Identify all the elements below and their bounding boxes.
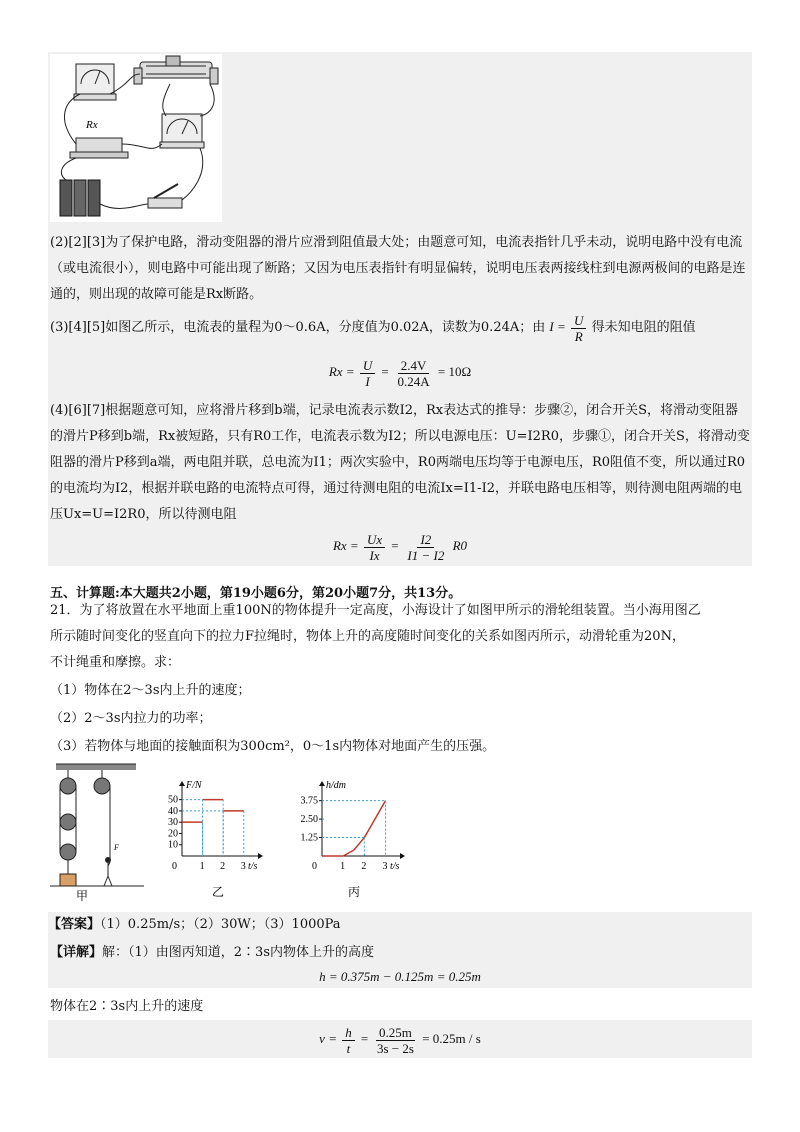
y-tick-label: 50: [168, 794, 178, 806]
y-axis-label: h/dm: [326, 780, 346, 791]
x-tick-label: 3: [240, 861, 246, 872]
y-tick-label: 1.25: [300, 832, 318, 844]
fig-bing-label: 丙: [348, 885, 361, 899]
rx-equation: Rx = $\frac{U}{I}$ = $\frac{2.4V}{0.24A}$ = 10Ω: [328, 357, 472, 389]
y-tick-label: 20: [168, 828, 178, 840]
q21-sub3: （3）若物体与地面的接触面积为300cm²，0～1s内物体对地面产生的压强。: [50, 739, 496, 754]
part2-paragraph: (2)[2][3]为了保护电路，滑动变阻器的滑片应滑到阻值最大处；由题意可知，电流表指针几乎未动，说明电路中没有电流（或电流很小），则电路中可能出现了断路；又因为电压表指针有明显偏转，说明电压表两接线柱到电源两极间的电路是连通的，则出现的故障可能是Rx断路。: [50, 235, 746, 302]
answer-text: （1）0.25m/s；（2）30W；（3）1000Pa: [100, 917, 341, 932]
height-time-chart: [290, 772, 410, 902]
detail-block: [48, 940, 752, 988]
part4-paragraph: (4)[6][7]根据题意可知，应将滑片移到b端，记录电流表示数I2，Rx表达式的推导：步骤②，闭合开关S，将滑动变阻器的滑片P移到b端，Rx被短路，只有R0工作，电流表示数为I2；所以电源电压：U=I2R0，步骤①，闭合开关S，将滑动变阻器的滑片P移到a端，两电阻并联，总电流为I1；两次实验中，R0两端电压均等于电源电压，R0阻值不变，所以通过R0的电流均为I2，根据并联电路的电流特点可得，通过待测电阻的电流Ix=I1-I2，并联电路电压相等，则待测电阻两端的电压Ux=U=I2R0，所以待测电阻: [50, 403, 750, 522]
y-tick-label: 40: [168, 805, 178, 817]
part3-paragraph: [50, 312, 750, 344]
force-time-chart: [160, 772, 270, 902]
q21-line2: 所示随时间变化的竖直向下的拉力F拉绳时，物体上升的高度随时间变化的关系如图丙所示，动滑轮重为20N，: [50, 629, 685, 644]
height-curve: [322, 801, 386, 856]
x-axis-label: t/s: [248, 861, 258, 872]
q21-sub1: （1）物体在2～3s内上升的速度；: [50, 683, 251, 698]
detail-text: 解：（1）由图丙知道，2∶3s内物体上升的高度: [102, 945, 375, 960]
q21-line1: 21．为了将放置在水平地面上重100N的物体提升一定高度，小海设计了如图甲所示的滑轮组装置。当小海用图乙: [50, 603, 701, 618]
x-tick-label: 3: [382, 861, 388, 872]
y-axis-label: F/N: [186, 780, 202, 791]
part3-text-a: (3)[4][5]如图乙所示，电流表的量程为0～0.6A，分度值为0.02A，读数为0.24A；由: [50, 320, 546, 335]
x-tick-label: 1: [199, 861, 205, 872]
rx-derived-equation: Rx = $\frac{Ux}{Ix}$ = $\frac{I2}{I1 - I2}$ R0: [332, 531, 468, 563]
rx-label: Rx: [86, 119, 98, 131]
part3-text-b: 得未知电阻的阻值: [591, 320, 696, 335]
y-tick-label: 30: [168, 817, 178, 829]
x-tick-label: 0: [312, 861, 317, 872]
q21-line3: 不计绳重和摩擦。求：: [50, 655, 181, 670]
detail-label: 【详解】: [50, 945, 103, 960]
y-axis-arrow: [319, 781, 325, 786]
speed-equation: v = $\frac{h}{t}$ = $\frac{0.25m}{3s - 2s}$ = 0.25m / s: [48, 1020, 752, 1058]
height-equation: h = 0.375m − 0.125m = 0.25m: [319, 969, 481, 984]
fig-jia-label: 甲: [76, 889, 89, 902]
x-tick-label: 2: [361, 861, 367, 872]
y-tick-label: 10: [168, 839, 178, 851]
x-axis-arrow: [400, 853, 405, 859]
x-axis-label: t/s: [390, 861, 400, 872]
circuit-diagram: [50, 54, 222, 222]
x-tick-label: 1: [340, 861, 346, 872]
section-heading: 五、计算题:本大题共2小题，第19小题6分，第20小题7分，共13分。: [50, 586, 462, 601]
ohm-law-formula: I = $\frac{U}{R}$: [549, 319, 591, 334]
x-tick-label: 2: [220, 861, 226, 872]
q21-sub2: （2）2～3s内拉力的功率；: [50, 711, 212, 726]
fig-yi-label: 乙: [212, 885, 225, 899]
y-axis-arrow: [179, 781, 185, 786]
pulley-figure: [48, 762, 148, 902]
y-tick-label: 3.75: [300, 795, 318, 807]
x-axis-arrow: [258, 853, 263, 859]
y-tick-label: 2.50: [300, 814, 318, 826]
answer-label: 【答案】: [48, 917, 101, 932]
force-label: F: [114, 843, 119, 852]
x-tick-label: 0: [172, 861, 177, 872]
answer-block: [48, 912, 752, 940]
speed-text: 物体在2∶3s内上升的速度: [50, 999, 204, 1014]
